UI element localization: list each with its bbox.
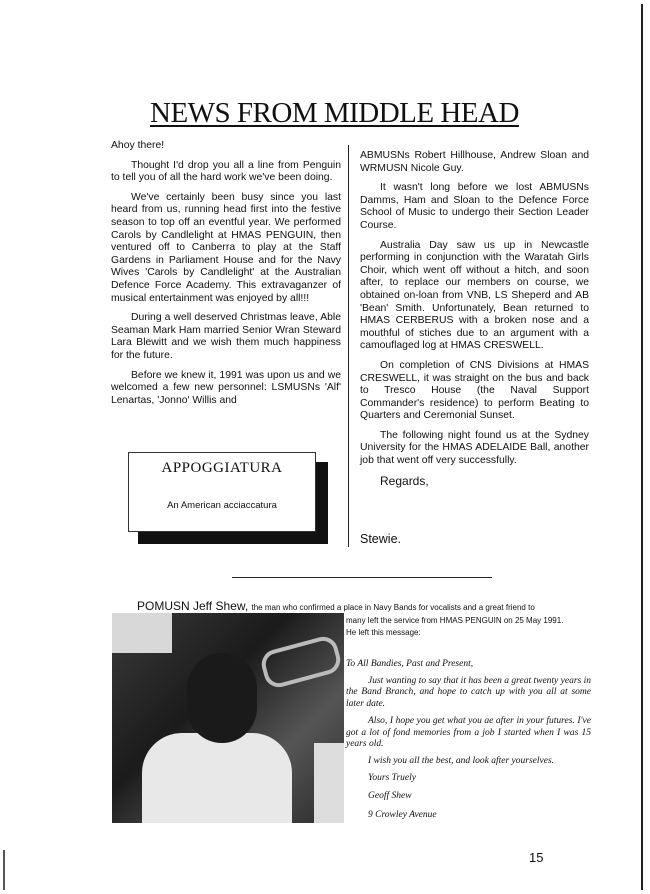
right-paragraph-4: The following night found us at the Sydney University for the HMAS ADELAIDE Ball, another job that went off very successfully. — [360, 429, 589, 467]
left-column — [111, 140, 341, 414]
photo-caption — [137, 599, 535, 613]
photo-background — [112, 613, 172, 653]
page-title: NEWS FROM MIDDLE HEAD — [150, 97, 519, 129]
letter-paragraph-2: Also, I hope you get what you ae after in your futures. I've got a lot of fond memories from a job I started when I was 15 years old. — [346, 715, 591, 750]
signature: Stewie. — [360, 532, 401, 546]
trumpet-icon — [258, 634, 343, 691]
farewell-letter — [346, 659, 591, 829]
column-divider — [348, 145, 349, 547]
caption-text: the man who confirmed a place in Navy Bands for vocalists and a great friend to — [251, 603, 535, 612]
letter-address: 9 Crowley Avenue — [368, 810, 437, 821]
box-title: APPOGGIATURA — [161, 460, 283, 476]
box-subtitle: An American acciaccatura — [167, 500, 277, 511]
appoggiatura-box — [128, 452, 316, 532]
letter-closing: Yours Truely — [368, 772, 416, 783]
page-number: 15 — [529, 850, 544, 865]
right-column — [360, 150, 589, 494]
caption-name: POMUSN Jeff Shew, — [137, 599, 249, 613]
portrait-photo — [112, 613, 344, 823]
photo-background-right — [314, 743, 344, 823]
right-paragraph-1: It wasn't long before we lost ABMUSNs Damms, Ham and Sloan to the Defence Force School of Music to undergo their Section Leader Course. — [360, 182, 589, 231]
page-edge-left — [3, 850, 5, 890]
left-paragraph-1: Thought I'd drop you all a line from Penguin to tell you of all the hard work we've been doing. — [111, 159, 341, 184]
section-rule — [232, 577, 492, 578]
right-paragraph-2: Australia Day saw us up in Newcastle performing in conjunction with the Waratah Girls Choir, which went off without a hitch, and soon after, to replace our members on course, we obtained on-loan from VNB, LS Sheperd and AB 'Bean' Smith. Unfortunately, Bean returned to HMAS CERBERUS with a broken nose and a mouthful of stiches due to an argument with a camouflaged log at HMAS CRESWELL. — [360, 239, 589, 352]
letter-paragraph-3: I wish you all the best, and look after yourselves. — [368, 755, 555, 766]
left-paragraph-4: Before we knew it, 1991 was upon us and we welcomed a few new personnel: LSMUSNs 'Alf' Lenartas, 'Jonno' Willis and — [111, 369, 341, 406]
caption-line-1: many left the service from HMAS PENGUIN on 25 May 1991. — [346, 616, 564, 625]
left-paragraph-3: During a well deserved Christmas leave, Able Seaman Mark Ham married Senior Wran Steward Lara Blewitt and we wish them much happiness for the future. — [111, 312, 341, 361]
letter-salutation: To All Bandies, Past and Present, — [346, 659, 474, 669]
letter-paragraph-1: Just wanting to say that it has been a great twenty years in the Band Branch, and hope to catch up with you all at some later date. — [346, 675, 591, 710]
caption-line-2: He left this message: — [346, 627, 421, 637]
letter-name: Geoff Shew — [368, 791, 412, 802]
greeting: Ahoy there! — [111, 140, 165, 151]
photo-face — [187, 653, 257, 743]
right-continuation: ABMUSNs Robert Hillhouse, Andrew Sloan and WRMUSN Nicole Guy. — [360, 150, 589, 174]
left-paragraph-2: We've certainly been busy since you last heard from us, running head first into the festive season to top off an eventful year. We performed Carols by Candlelight at HMAS PENGUIN, then ventured off to Canberra to play at the Staff Gardens in Parliament House and for the Navy Wives 'Carols by Candlelight' at the Australian Defence Force Academy. This extravaganzer of musical entertainment was enjoyed by all!!! — [111, 191, 341, 304]
caption-continuation — [346, 615, 596, 638]
right-paragraph-3: On completion of CNS Divisions at HMAS CRESWELL, it was straight on the bus and back to Tresco House (the Naval Support Commander's residence) to perform Beating to Quarters and Ceremonial Sunset. — [360, 359, 589, 422]
regards: Regards, — [380, 473, 429, 488]
photo-shirt — [142, 733, 292, 823]
page-edge-right — [641, 4, 643, 890]
